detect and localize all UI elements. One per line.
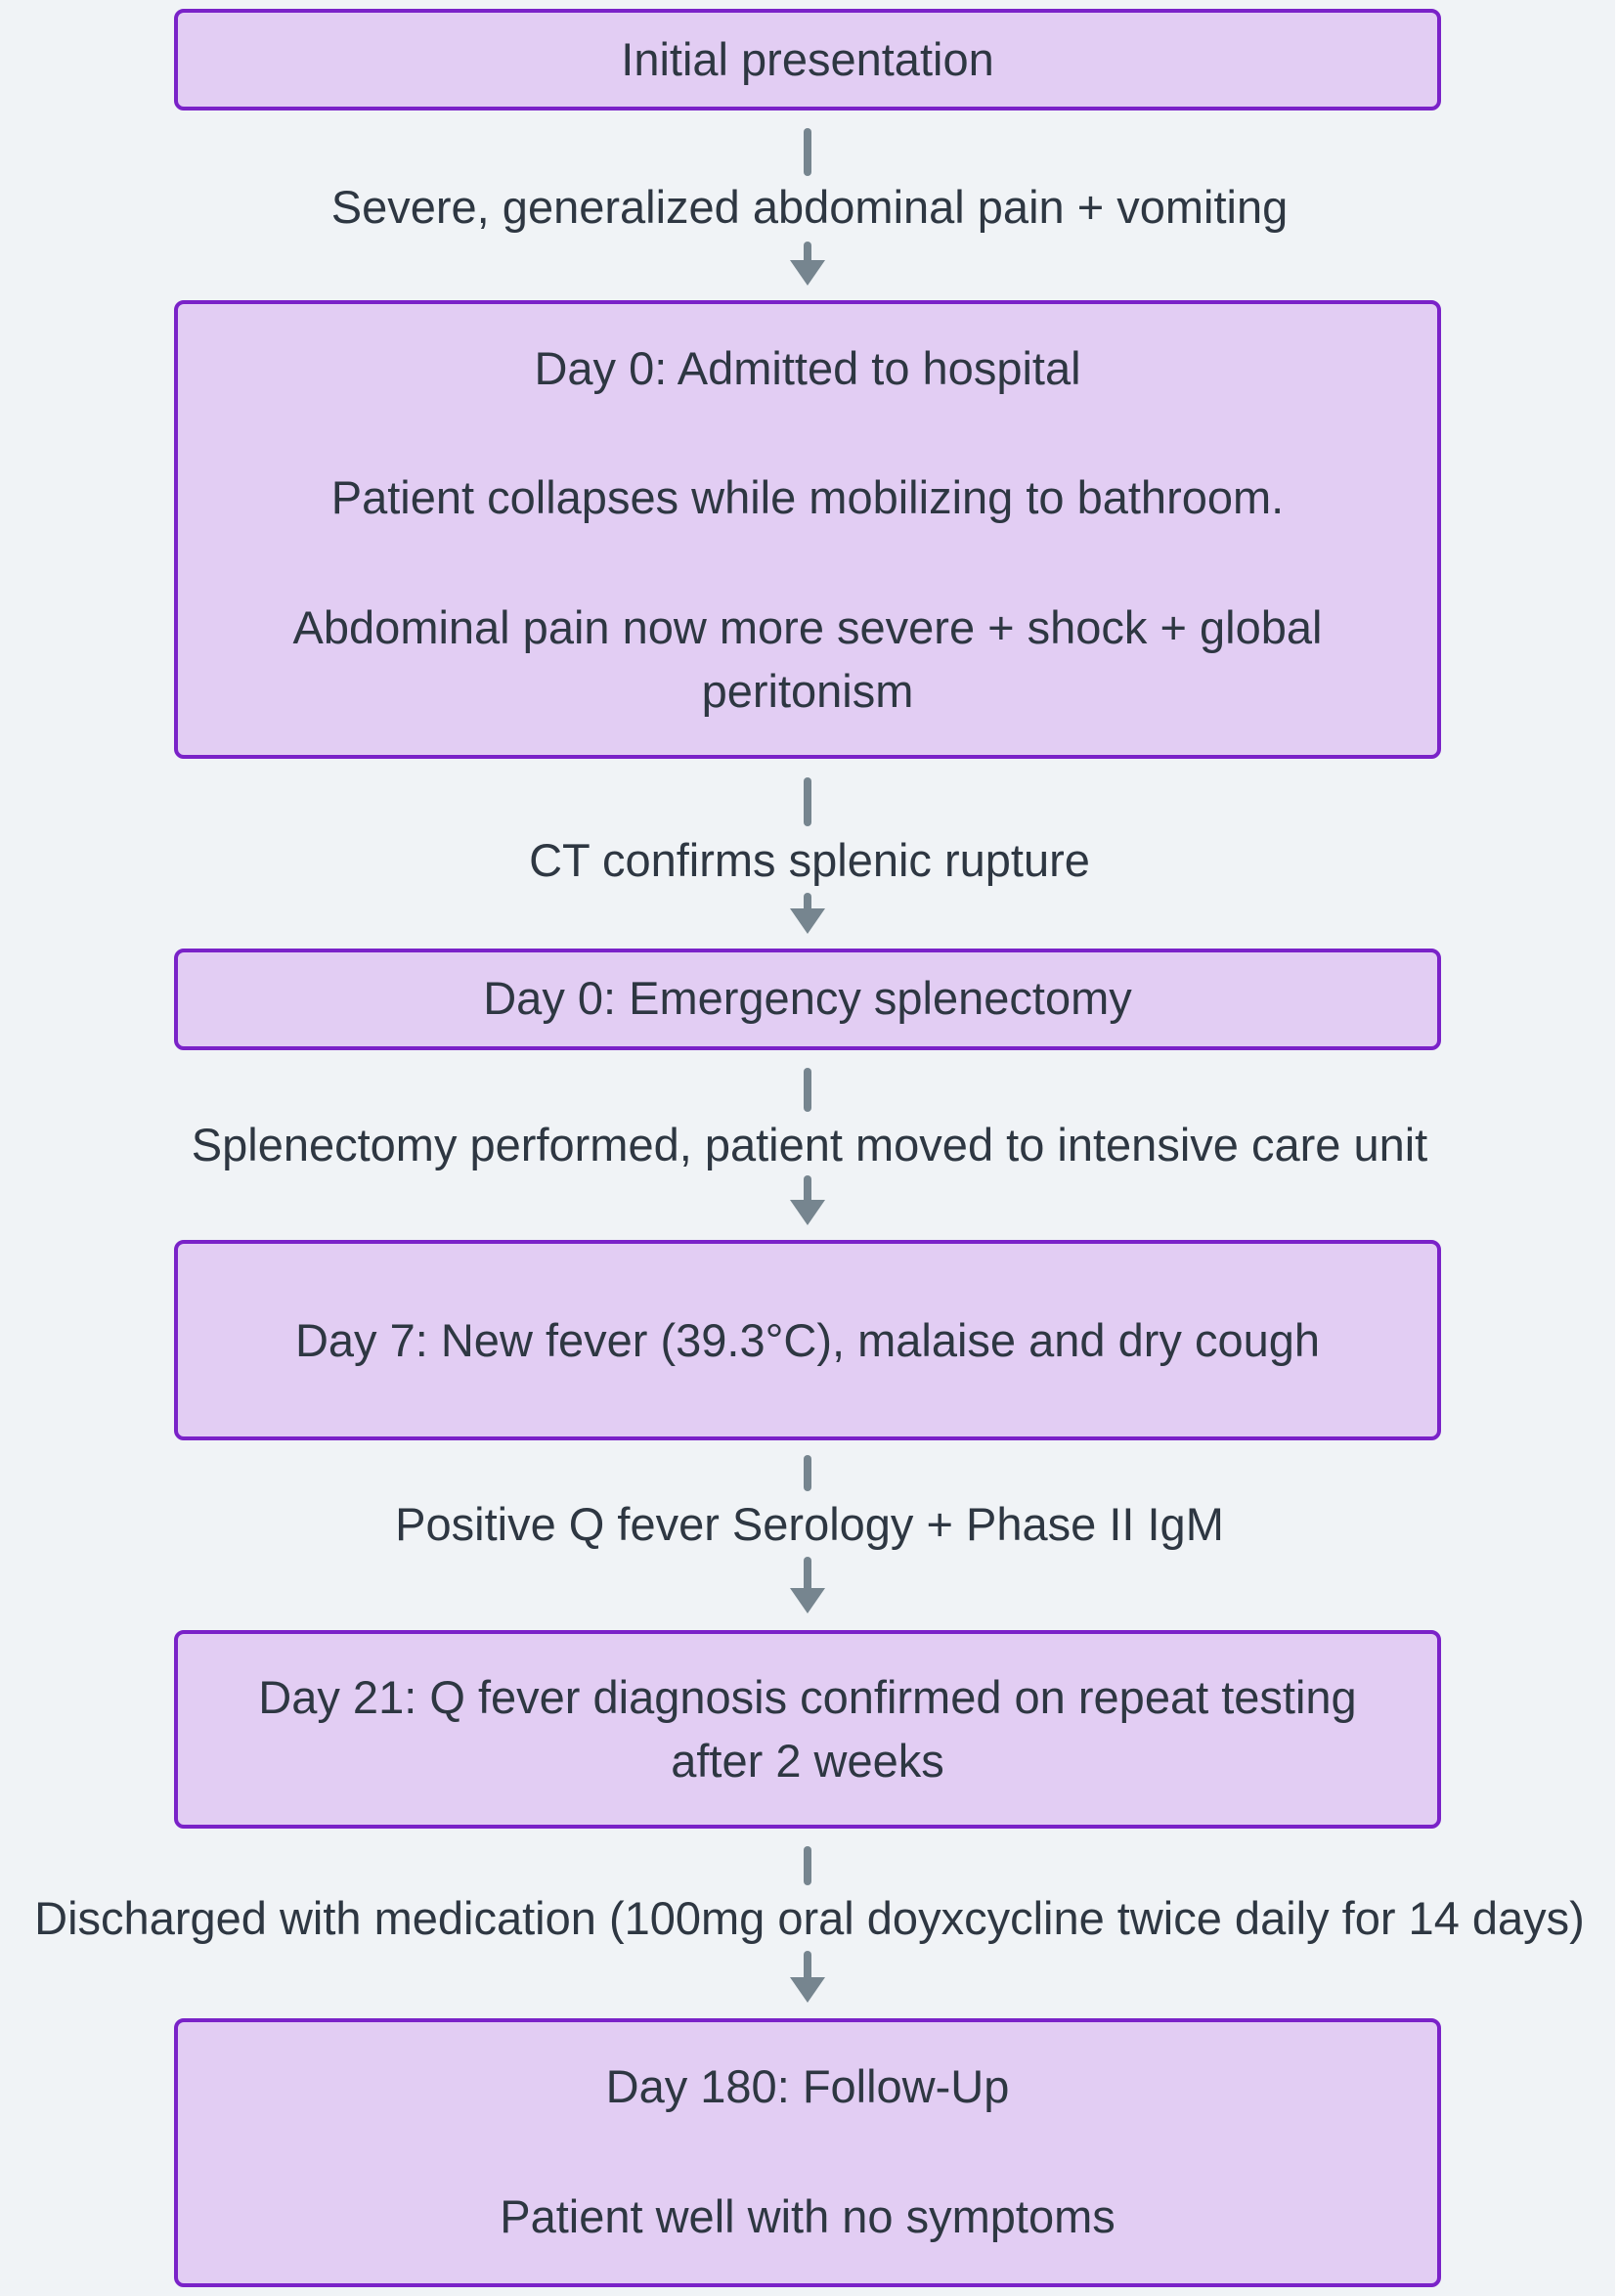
arrow-down-icon bbox=[790, 1951, 825, 2003]
arrow-down-icon bbox=[790, 893, 825, 934]
node-text: Day 7: New fever (39.3°C), malaise and dry cough bbox=[294, 1314, 1321, 1366]
connector-line bbox=[804, 1068, 811, 1112]
edge-label: CT confirms splenic rupture bbox=[529, 834, 1090, 886]
node-text: Day 180: Follow-Up bbox=[605, 2060, 1010, 2112]
node-text: Day 0: Emergency splenectomy bbox=[483, 972, 1132, 1024]
node-day0-splenectomy bbox=[174, 949, 1441, 1050]
edge-label: Positive Q fever Serology + Phase II IgM bbox=[395, 1498, 1224, 1550]
node-day21-diagnosis bbox=[174, 1630, 1441, 1829]
connector-line bbox=[804, 777, 811, 826]
node-text: Initial presentation bbox=[621, 33, 994, 85]
node-text: Abdominal pain now more severe + shock + global bbox=[292, 601, 1323, 653]
edge-label: Splenectomy performed, patient moved to intensive care unit bbox=[191, 1119, 1428, 1170]
node-text: Day 0: Admitted to hospital bbox=[534, 342, 1081, 394]
connector-line bbox=[804, 1846, 811, 1885]
node-day7-fever bbox=[174, 1240, 1441, 1440]
node-text: Day 21: Q fever diagnosis confirmed on repeat testing bbox=[258, 1671, 1357, 1723]
connector-line bbox=[804, 128, 811, 176]
connector-line bbox=[804, 1455, 811, 1491]
arrow-down-icon bbox=[790, 1175, 825, 1225]
node-text: peritonism bbox=[701, 665, 914, 717]
arrow-down-icon bbox=[790, 242, 825, 286]
node-text: Patient well with no symptoms bbox=[500, 2190, 1116, 2242]
edge-label: Severe, generalized abdominal pain + vomiting bbox=[330, 181, 1289, 233]
node-text: after 2 weeks bbox=[671, 1735, 944, 1787]
arrow-down-icon bbox=[790, 1557, 825, 1613]
node-initial-presentation bbox=[174, 9, 1441, 110]
node-day180-followup bbox=[174, 2018, 1441, 2287]
edge-label: Discharged with medication (100mg oral doyxcycline twice daily for 14 days) bbox=[34, 1892, 1585, 1944]
node-day0-admitted bbox=[174, 300, 1441, 759]
node-text: Patient collapses while mobilizing to bathroom. bbox=[330, 471, 1285, 523]
